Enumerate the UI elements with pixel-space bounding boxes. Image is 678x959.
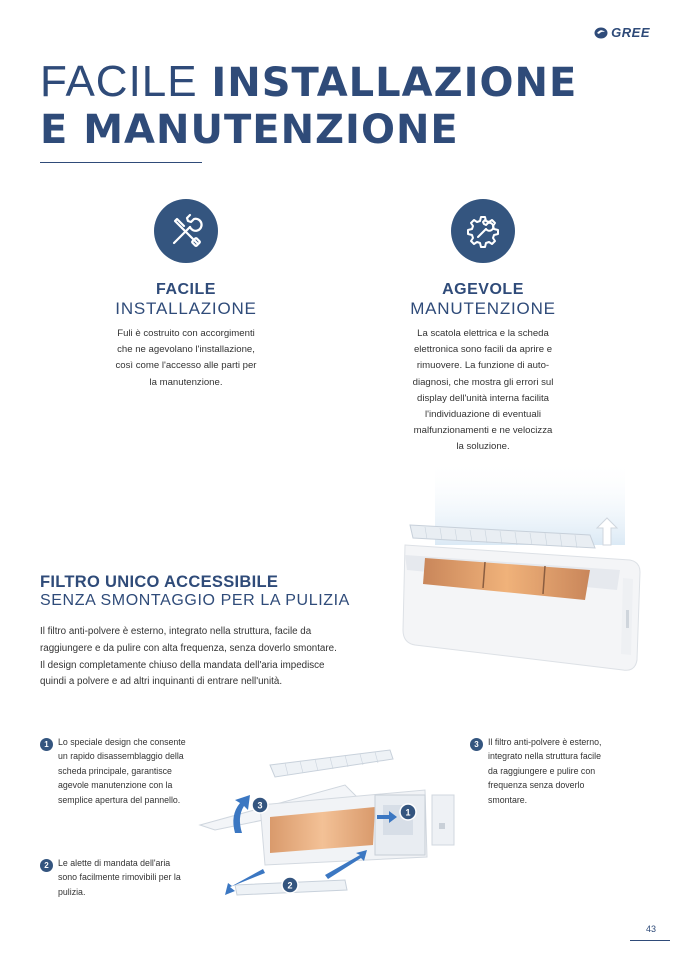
body-line: la manutenzione.	[149, 376, 223, 388]
note-2	[58, 856, 218, 899]
body-line: elettronica sono facili da aprire e	[413, 344, 553, 356]
note-1	[58, 735, 218, 807]
body-line: così come l'accesso alle parti per	[115, 360, 257, 372]
note-line: frequenza senza doverlo	[488, 780, 585, 791]
ac-filter-illustration	[385, 460, 665, 685]
callout-1	[400, 804, 416, 820]
body-line: la soluzione.	[456, 441, 510, 453]
body-line: che ne agevolano l'installazione,	[117, 344, 255, 356]
note-line: scheda principale, garantisce	[58, 765, 172, 776]
callout-3-label: 3	[257, 800, 263, 811]
gear-wrench-icon	[451, 199, 515, 263]
title-underline	[40, 162, 202, 163]
body-line: diagnosi, che mostra gli errori sul	[412, 376, 554, 388]
filter-section-heading	[40, 573, 350, 610]
body-line: rimuovere. La funzione di auto-	[416, 360, 550, 372]
note-line: smontare.	[488, 794, 528, 805]
page-number: 43	[645, 924, 656, 934]
gree-swirl-icon	[594, 27, 608, 39]
filter-heading-bold: FILTRO UNICO ACCESSIBILE	[40, 573, 279, 591]
feature-maint-heading-light: MANUTENZIONE	[410, 299, 556, 318]
body-line: Il design completamente chiuso della mandata dell'aria impedisce	[40, 659, 325, 671]
feature-install-heading	[94, 281, 278, 319]
ac-exploded-diagram	[195, 745, 465, 915]
note-line: Lo speciale design che consente	[58, 737, 186, 747]
feature-install-heading-light: INSTALLAZIONE	[115, 299, 257, 318]
feature-maint-heading-bold: AGEVOLE	[442, 281, 524, 298]
gree-logo	[594, 25, 650, 40]
note-number-1: 1	[40, 738, 53, 751]
callout-3	[252, 797, 268, 813]
body-line: La scatola elettrica e la scheda	[417, 328, 549, 339]
feature-maint-heading	[388, 281, 578, 319]
note-line: agevole manutenzione con la	[58, 780, 173, 791]
body-line: l'individuazione di eventuali	[425, 409, 541, 421]
callout-2	[282, 877, 298, 893]
body-line: Fuli è costruito con accorgimenti	[117, 328, 255, 339]
filter-heading-light: SENZA SMONTAGGIO PER LA PULIZIA	[40, 592, 350, 609]
body-line: quindi a polvere e ad altri inquinanti di entrare nell'unità.	[40, 676, 283, 688]
logo-text: GREE	[611, 25, 650, 40]
note-line: un rapido disassemblaggio della	[58, 751, 184, 762]
filter-section-body	[40, 624, 390, 691]
feature-maint-body	[388, 326, 578, 456]
body-line: malfunzionamenti e ne velocizza	[413, 425, 553, 437]
note-number-3: 3	[470, 738, 483, 751]
note-line: Le alette di mandata dell'aria	[58, 858, 171, 868]
callout-2-label: 2	[287, 880, 293, 891]
note-line: Il filtro anti-polvere è esterno,	[488, 737, 602, 747]
note-line: sono facilmente rimovibili per la	[58, 872, 181, 883]
note-line: pulizia.	[58, 886, 86, 897]
body-line: display dell'unità interna facilita	[417, 392, 549, 404]
wrench-screwdriver-icon	[154, 199, 218, 263]
feature-install-heading-bold: FACILE	[156, 281, 216, 298]
note-line: semplice apertura del pannello.	[58, 794, 181, 805]
body-line: raggiungere e da pulire con alta frequenza, senza doverlo smontare.	[40, 642, 337, 654]
page-number-rule	[630, 940, 670, 941]
feature-install-body	[94, 326, 278, 391]
callout-1-label: 1	[405, 807, 411, 818]
title-light: FACILE	[40, 57, 198, 106]
note-number-2: 2	[40, 859, 53, 872]
note-3	[488, 735, 648, 807]
page-title	[40, 58, 577, 154]
note-line: da raggiungere e pulire con	[488, 765, 596, 776]
note-line: integrato nella struttura facile	[488, 751, 601, 762]
body-line: Il filtro anti-polvere è esterno, integrato nella struttura, facile da	[40, 626, 312, 637]
title-bold-1: INSTALLAZIONE	[211, 60, 578, 106]
title-bold-2: E MANUTENZIONE	[40, 107, 459, 153]
